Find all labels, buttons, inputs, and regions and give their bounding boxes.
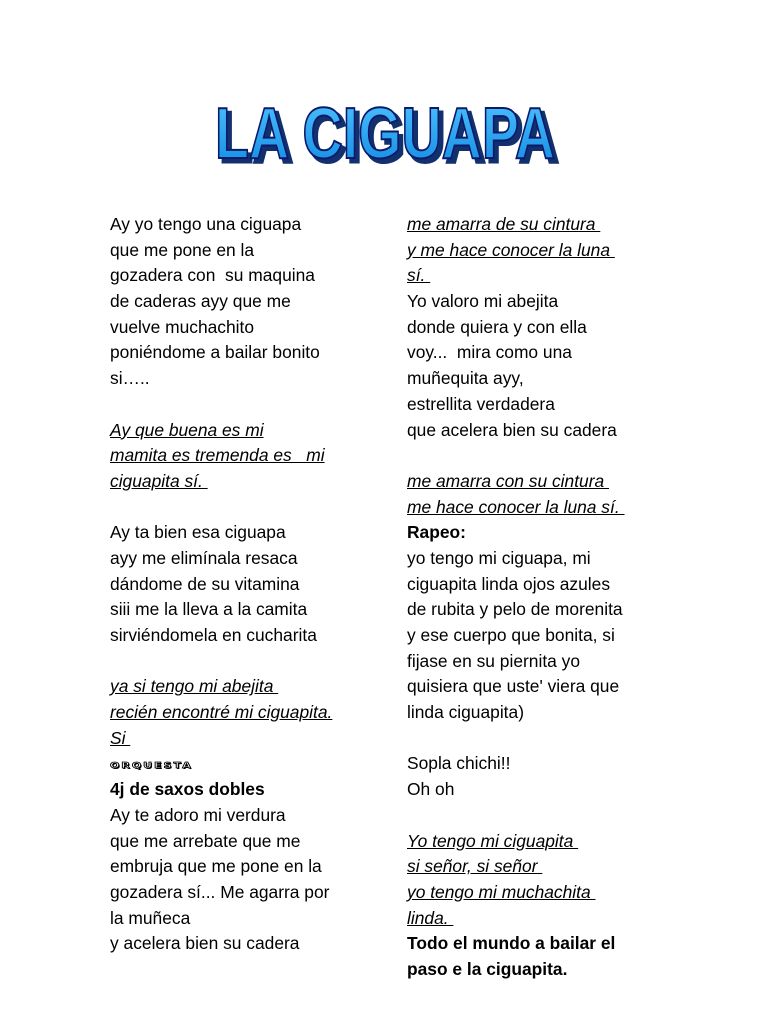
lyric-line: Ay yo tengo una ciguapa bbox=[110, 214, 302, 234]
right-column bbox=[407, 212, 697, 983]
lyric-line: me amarra de su cintura bbox=[407, 214, 601, 234]
lyric-line: Oh oh bbox=[407, 779, 455, 800]
lyric-line: que acelera bien su cadera bbox=[407, 419, 617, 440]
lyric-line: que me pone en la bbox=[110, 239, 255, 260]
lyric-line: y ese cuerpo que bonita, si bbox=[407, 625, 615, 645]
lyric-line: que me arrebate que me bbox=[110, 830, 301, 851]
lyric-line: fijase en su piernita yo bbox=[407, 650, 581, 671]
lyric-line: 4j de saxos dobles bbox=[110, 779, 265, 800]
lyric-line: paso e la ciguapita. bbox=[407, 958, 568, 979]
lyric-line: siii me la lleva a la camita bbox=[110, 599, 308, 620]
lyric-line: poniéndome a bailar bonito bbox=[110, 342, 320, 363]
title-shadow: LA CIGUAPA bbox=[219, 98, 559, 172]
lyric-line: Ay te adoro mi verdura bbox=[110, 804, 286, 825]
lyric-line: Yo valoro mi abejita bbox=[407, 291, 559, 312]
lyric-line: donde quiera y con ella bbox=[407, 316, 587, 337]
lyric-line: dándome de su vitamina bbox=[110, 573, 300, 594]
lyric-line: Ay ta bien esa ciguapa bbox=[110, 522, 286, 543]
lyric-line: ciguapita linda ojos azules bbox=[407, 573, 611, 594]
lyric-line: de rubita y pelo de morenita bbox=[407, 599, 623, 620]
lyric-line: si….. bbox=[110, 368, 150, 389]
lyric-line: vuelve muchachito bbox=[110, 316, 255, 337]
lyric-line: me hace conocer la luna sí. bbox=[407, 496, 625, 517]
blank-line bbox=[407, 726, 697, 752]
lyric-line: muñequita ayy, bbox=[407, 368, 524, 389]
lyric-line: la muñeca bbox=[110, 907, 191, 928]
lyric-line: Rapeo: bbox=[407, 522, 466, 543]
lyric-line: y me hace conocer la luna bbox=[407, 239, 615, 260]
lyric-line: gozadera sí... Me agarra por bbox=[110, 881, 330, 902]
lyric-line: sí. bbox=[407, 265, 431, 286]
lyric-line: voy... mira como una bbox=[407, 342, 572, 363]
lyric-line: recién encontré mi ciguapita. bbox=[110, 702, 333, 723]
orquesta-wordart: ORQUESTA bbox=[110, 761, 193, 771]
blank-line bbox=[407, 803, 697, 829]
lyric-line: embruja que me pone en la bbox=[110, 856, 322, 877]
lyric-line: Sopla chichi!! bbox=[407, 753, 511, 774]
lyric-line: Todo el mundo a bailar el bbox=[407, 933, 616, 954]
lyric-line: ya si tengo mi abejita bbox=[110, 676, 279, 697]
lyric-line: quisiera que uste' viera que bbox=[407, 676, 620, 697]
title-text: LA CIGUAPA bbox=[215, 94, 555, 172]
lyric-line: yo tengo mi ciguapa, mi bbox=[407, 547, 591, 568]
lyric-line: si señor, si señor bbox=[407, 856, 543, 877]
blank-line bbox=[110, 392, 370, 418]
lyric-line: Si bbox=[110, 727, 131, 748]
lyric-line: ciguapita sí. bbox=[110, 470, 208, 491]
blank-line bbox=[110, 495, 370, 521]
lyric-line: linda ciguapita) bbox=[407, 702, 524, 723]
lyric-line: mamita es tremenda es mi bbox=[110, 445, 325, 466]
lyric-line: Yo tengo mi ciguapita bbox=[407, 830, 579, 851]
lyric-line: de caderas ayy que me bbox=[110, 291, 291, 312]
left-column bbox=[110, 212, 370, 957]
lyric-line: ayy me elimínala resaca bbox=[110, 547, 298, 568]
lyric-line: y acelera bien su cadera bbox=[110, 933, 300, 954]
lyric-line: estrellita verdadera bbox=[407, 393, 555, 414]
lyric-line: me amarra con su cintura bbox=[407, 470, 610, 491]
lyric-line: sirviéndomela en cucharita bbox=[110, 625, 317, 645]
lyric-line: linda. bbox=[407, 907, 454, 928]
blank-line bbox=[407, 443, 697, 469]
lyric-line bbox=[110, 751, 370, 777]
lyric-line: Ay que buena es mi bbox=[110, 419, 264, 440]
title-wordart bbox=[205, 82, 565, 172]
lyric-line: gozadera con su maquina bbox=[110, 265, 315, 286]
blank-line bbox=[110, 649, 370, 675]
lyric-line: yo tengo mi muchachita bbox=[407, 881, 596, 902]
